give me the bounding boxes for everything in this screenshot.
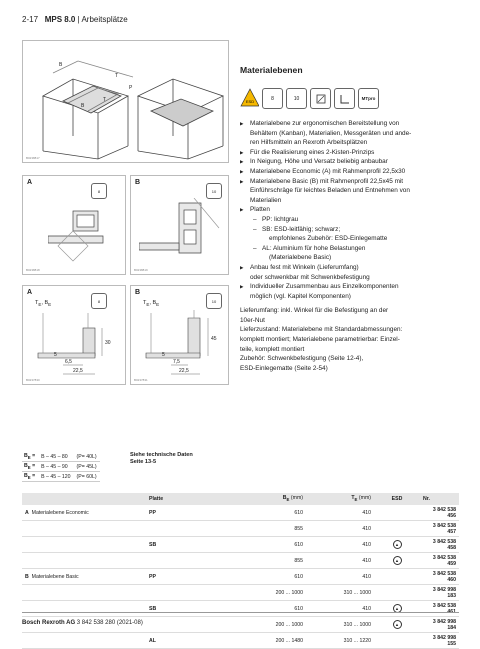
feature-line: Behältern (Kanban), Materialien, Messgeräten und ande- [250, 129, 412, 137]
feature-line: ▶ In Neigung, Höhe und Versatz beliebig anbaubar [240, 157, 448, 167]
svg-text:7,5: 7,5 [173, 359, 180, 365]
table-row: AL 200 ... 1480 310 ... 1220 3 842 998 155 [22, 633, 459, 649]
dim-label-t: T [115, 73, 119, 79]
esd-warning-icon [240, 88, 259, 107]
figure-b-profile [130, 175, 229, 275]
slot-8-icon: 8 [91, 293, 107, 309]
te-be-label: $T_E$, $B_E$ [143, 300, 160, 308]
figure-id: B0238818 [26, 268, 40, 272]
feature-line: möglich (vgl. Kapitel Komponenten) [250, 292, 351, 300]
dim-label-te: T [103, 97, 107, 103]
table-row: B Materialebene Basic PP 610 410 3 842 538 460 [22, 569, 459, 585]
col-te: $T_E$ (mm) [306, 493, 374, 505]
note-line: Zubehör: Schwenkbefestigung (Seite 12-4), [240, 355, 364, 363]
esd-icon: ▲ [393, 604, 402, 613]
variant-row: $B_E$ = B – 45 – 120 (P= 60L) [22, 472, 100, 482]
dimension-a-drawing [28, 308, 123, 378]
slot-8-icon: 8 [262, 88, 283, 109]
note-line: teile, komplett montiert [240, 345, 305, 353]
description [240, 119, 448, 373]
feature-line: – PP: lichtgrau [240, 215, 448, 225]
doc-number: 3 842 538 280 (2021-08) [76, 620, 143, 626]
variant-table [22, 452, 100, 482]
feature-line: – AL: Aluminium für hohe Belastungen [240, 244, 448, 254]
feature-line: ▶ Platten [240, 205, 448, 215]
table-row: 200 ... 1000 310 ... 1000 ▲ 3 842 998 184 [22, 617, 459, 633]
figure-b-dimensions [130, 285, 229, 385]
main-figure [22, 40, 229, 163]
figure-id: B0237831 [134, 378, 148, 382]
variant-row: $B_E$ = B – 45 – 80 (P= 40L) [22, 452, 100, 462]
profile-icon [310, 88, 331, 109]
profile-a-drawing [48, 201, 123, 266]
figure-id: B0238817 [26, 156, 40, 160]
svg-text:ESD: ESD [245, 99, 255, 104]
feature-line: ▶ Individueller Zusammenbau aus Einzelkomponenten [240, 282, 448, 292]
feature-line: – SB: ESD-leitfähig; schwarz; [240, 225, 448, 235]
product-name: MPS 8.0 [44, 15, 76, 24]
svg-text:30: 30 [105, 340, 111, 346]
tech-data-ref: Siehe technische Daten Seite 13-5 [130, 452, 193, 465]
angle-bracket-icon [334, 88, 355, 109]
page-header: 2-17 MPS 8.0 | Arbeitsplätze [22, 15, 128, 24]
mtpro-icon: MTpro [358, 88, 379, 109]
figure-a-profile [22, 175, 126, 275]
feature-line: ▶ Anbau fest mit Winkeln (Lieferumfang) [240, 263, 448, 273]
svg-text:6,5: 6,5 [65, 359, 72, 365]
svg-text:5: 5 [54, 352, 57, 358]
slot-10-icon: 10 [206, 183, 222, 199]
feature-line: empfohlenes Zubehör: ESD-Einlegematte [269, 235, 388, 243]
col-be: $B_E$ (mm) [242, 493, 306, 505]
slot-10-icon: 10 [206, 293, 222, 309]
section-title: Materialebenen [240, 65, 303, 75]
slot-10-icon: 10 [286, 88, 307, 109]
page-footer [22, 620, 143, 626]
note-line: Lieferzustand: Materialebene mit Standardabmessungen: [240, 326, 403, 334]
figure-label-a: A [27, 179, 33, 186]
section-name: Arbeitsplätze [81, 15, 128, 24]
table-row: 855 410 ▲ 3 842 538 459 [22, 553, 459, 569]
figure-id: B0237830 [26, 378, 40, 382]
table-row: SB 610 410 ▲ 3 842 538 458 [22, 537, 459, 553]
feature-line: oder schwenkbar mit Schwenkbefestigung [250, 273, 370, 281]
feature-line: ▶ Für die Realisierung eines 2-Kisten-Prinzips [240, 148, 448, 158]
feature-line: ren Hilfsmitteln an Rexroth Arbeitsplätzen [250, 139, 368, 147]
col-esd: ESD [374, 493, 420, 505]
col-nr: Nr. [420, 493, 459, 505]
figure-label-b: B [135, 289, 141, 296]
feature-list [240, 119, 448, 301]
feature-line: Einführschräge für leichtes Beladen und Entnehmen von [250, 187, 410, 195]
feature-icons [240, 88, 379, 109]
page-number: 2-17 [22, 15, 39, 24]
figure-label-b: B [135, 179, 141, 186]
esd-icon: ▲ [393, 540, 402, 549]
table-row: 855 410 3 842 538 457 [22, 521, 459, 537]
footer-rule [22, 612, 459, 613]
feature-line: (Materialebene Basic) [269, 254, 332, 262]
note-line: Lieferumfang: inkl. Winkel für die Befestigung an der [240, 307, 389, 315]
svg-text:45: 45 [211, 336, 217, 342]
note-line: 10er-Nut [240, 316, 265, 324]
dimension-b-drawing [136, 308, 226, 378]
svg-text:22,5: 22,5 [73, 368, 83, 374]
svg-text:5: 5 [162, 352, 165, 358]
esd-icon: ▲ [393, 620, 402, 629]
dim-label-be: B [81, 103, 85, 109]
te-be-label: $T_E$, $B_E$ [35, 300, 52, 308]
esd-icon: ▲ [393, 556, 402, 565]
feature-line: Materialien [250, 196, 282, 204]
dim-label-b: B [59, 62, 63, 68]
workstation-drawing [23, 41, 228, 162]
profile-b-drawing [139, 198, 224, 268]
delivery-notes [240, 306, 448, 373]
feature-line: ▶ Materialebene Basic (B) mit Rahmenprofil 22,5x45 mit [240, 177, 448, 187]
company-name: Bosch Rexroth AG [22, 620, 76, 626]
figure-id: B0238819 [134, 268, 148, 272]
table-row: 200 ... 1000 310 ... 1000 3 842 998 183 [22, 585, 459, 601]
figure-a-dimensions [22, 285, 126, 385]
note-line: komplett montiert; Materialebene parametrierbar: Einzel- [240, 336, 400, 344]
table-row: SB 610 410 ▲ 3 842 538 [22, 601, 459, 617]
variant-row: $B_E$ = B – 45 – 90 (P= 45L) [22, 462, 100, 472]
col-platte: Platte [146, 493, 242, 505]
svg-text:22,5: 22,5 [179, 368, 189, 374]
dim-label-p: P [129, 85, 133, 91]
figure-label-a: A [27, 289, 33, 296]
table-row: A Materialebene Economic PP 610 410 3 842 538 456 [22, 505, 459, 521]
feature-line: ▶ Materialebene Economic (A) mit Rahmenprofil 22,5x30 [240, 167, 448, 177]
slot-8-icon: 8 [91, 183, 107, 199]
note-line: ESD-Einlegematte (Seite 2-54) [240, 364, 328, 372]
feature-line: ▶ Materialebene zur ergonomischen Bereitstellung von [240, 119, 448, 129]
